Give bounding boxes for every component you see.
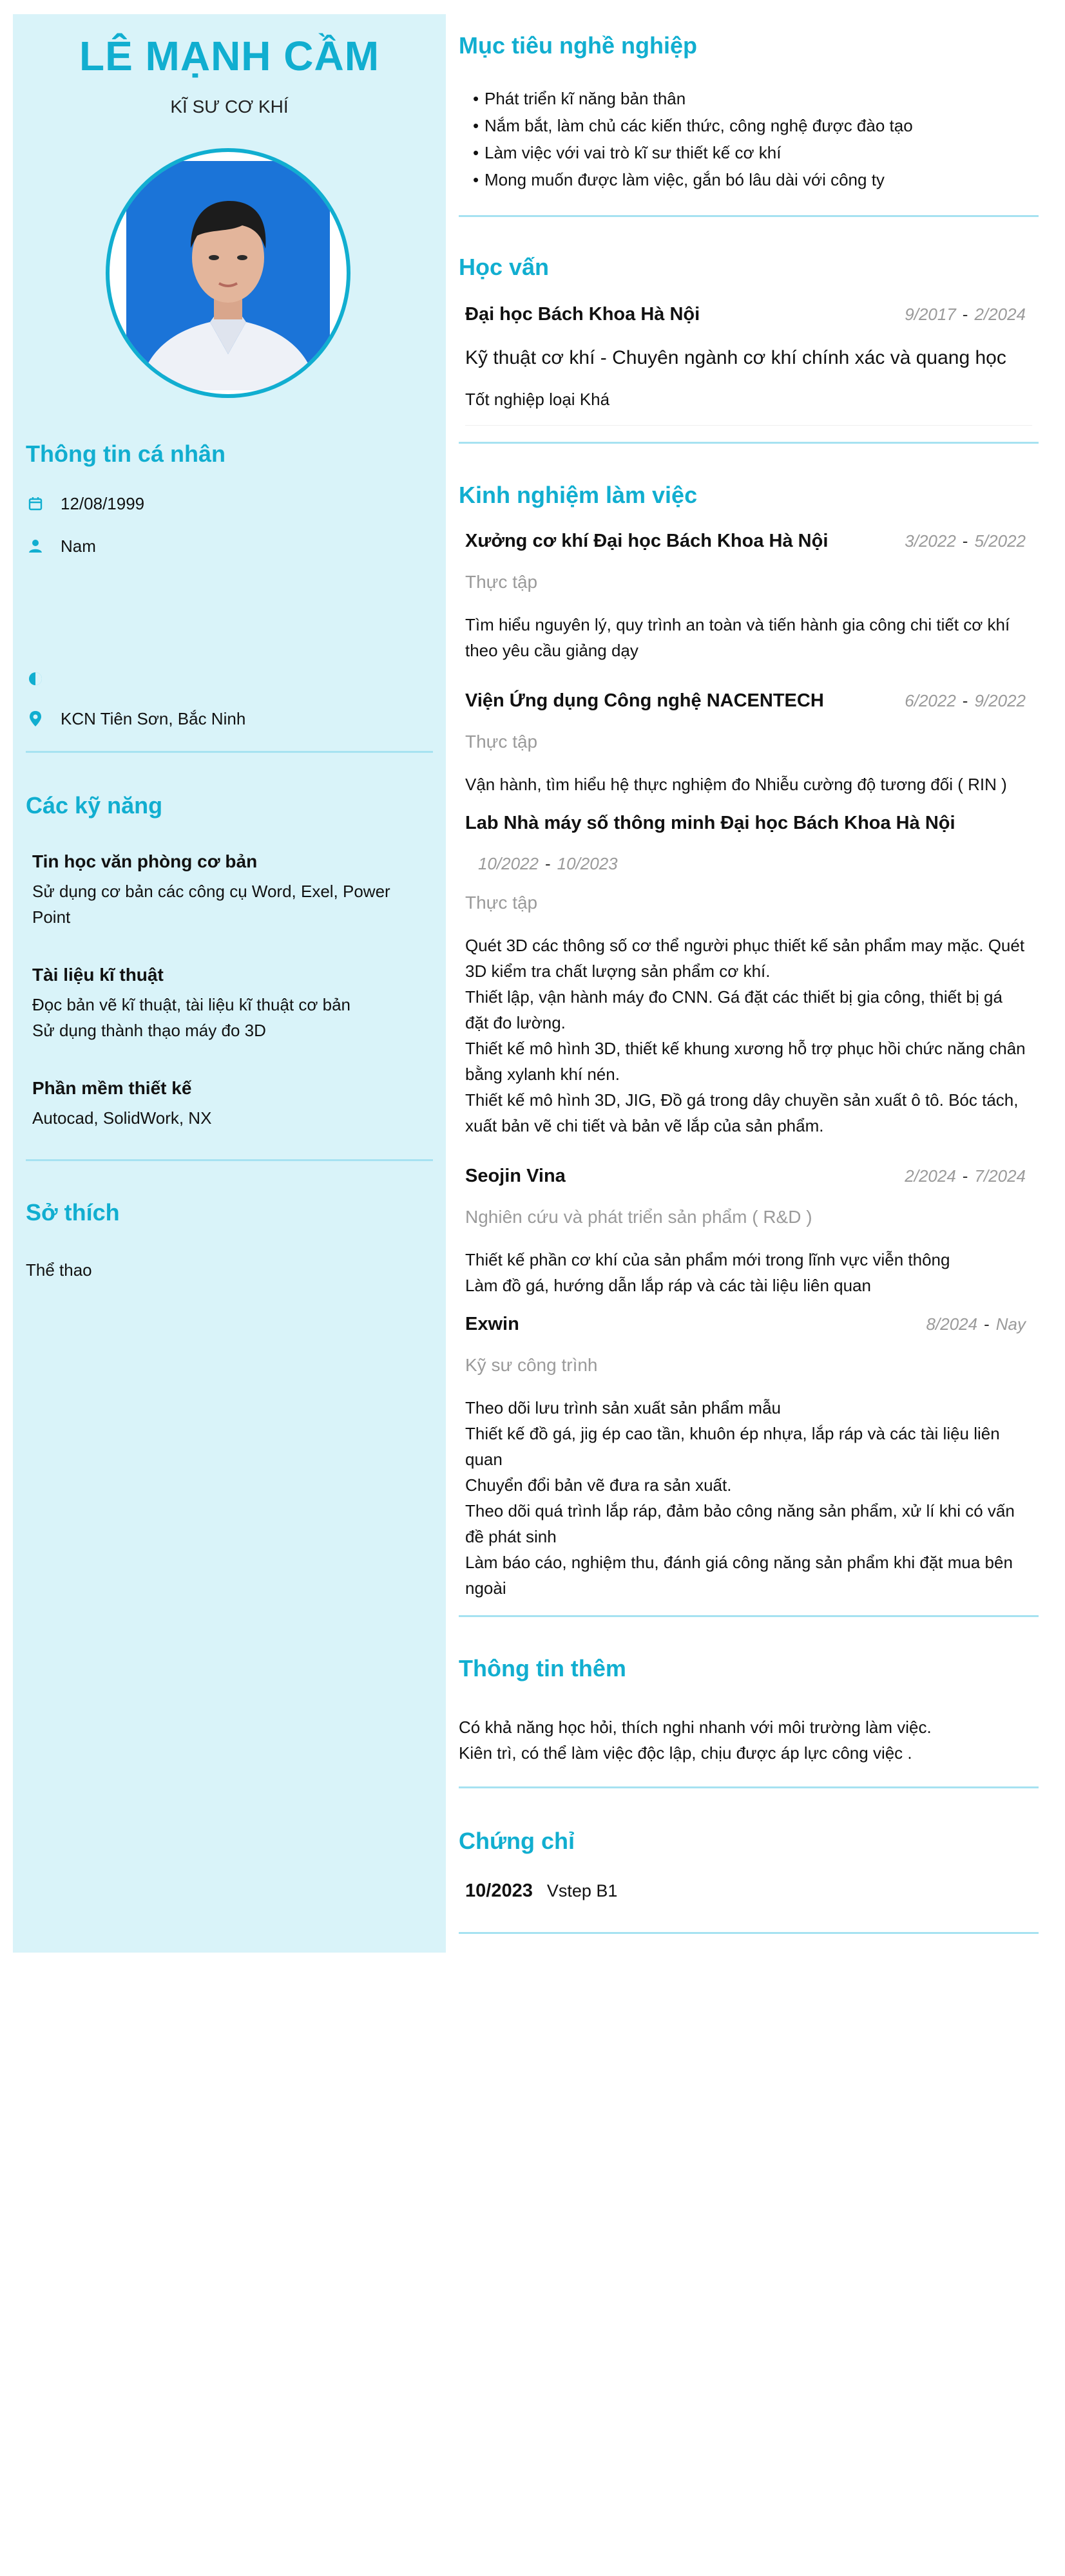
company-name: Seojin Vina bbox=[465, 1166, 566, 1186]
hobby-item: Thể thao bbox=[26, 1260, 92, 1280]
job-header bbox=[465, 1166, 1026, 1187]
job-role: Nghiên cứu và phát triển sản phẩm ( R&D ) bbox=[465, 1207, 812, 1227]
company-name: Xưởng cơ khí Đại học Bách Khoa Hà Nội bbox=[465, 531, 829, 551]
phone-icon bbox=[26, 669, 45, 688]
company-name: Exwin bbox=[465, 1314, 519, 1334]
address-value: KCN Tiên Sơn, Bắc Ninh bbox=[61, 708, 246, 728]
education-dates: 9/2017 - 2/2024 bbox=[905, 305, 1026, 324]
job-role: Thực tập bbox=[465, 572, 538, 592]
objective-item: • Làm việc với vai trò kĩ sư thiết kế cơ khí bbox=[473, 143, 782, 162]
profile-photo-frame bbox=[106, 148, 350, 398]
objective-item: • Nắm bắt, làm chủ các kiến thức, công nghệ được đào tạo bbox=[473, 116, 913, 135]
school-name: Đại học Bách Khoa Hà Nội bbox=[465, 304, 700, 325]
birthday-value: 12/08/1999 bbox=[61, 493, 145, 513]
skill-line: Sử dụng cơ bản các công cụ Word, Exel, Power bbox=[32, 882, 390, 901]
job-description: Vận hành, tìm hiểu hệ thực nghiệm đo Nhiễu cường độ tương đối ( RIN ) bbox=[465, 775, 1007, 794]
profile-photo bbox=[126, 161, 330, 390]
personal-info-heading: Thông tin cá nhân bbox=[26, 440, 225, 467]
job-role: Thực tập bbox=[465, 893, 538, 913]
skill-line: Đọc bản vẽ kĩ thuật, tài liệu kĩ thuật cơ bản bbox=[32, 995, 350, 1014]
education-major: Kỹ thuật cơ khí - Chuyên ngành cơ khí chính xác và quang học bbox=[465, 347, 1006, 368]
address-row bbox=[26, 706, 245, 732]
job-description: Quét 3D các thông số cơ thể người phục thiết kế sản phẩm may mặc. Quét 3D kiểm tra chất lượng sản phẩm cơ khí. Thiết lập, vận hành máy đo CNN. Gá đặt các thiết bị gia công, thiết bị gá đặt đo lường. Thiết kế mô hình 3D, thiết kế khung xương hỗ trợ phục hồi chức năng chân bằng xylanh khí nén. Thiết kế mô hình 3D, JIG, Đồ gá trong dây chuyền sản xuất ô tô. Bóc tách, xuất bản vẽ chi tiết và bản vẽ lắp của sản phẩm. bbox=[465, 936, 1026, 1135]
job-header bbox=[465, 813, 1026, 834]
job-description: Theo dõi lưu trình sản xuất sản phẩm mẫu Thiết kế đồ gá, jig ép cao tần, khuôn ép nhựa, lắp ráp và các tài liệu liên quan Chuyển đổi bản vẽ đưa ra sản xuất. Theo dõi quá trình lắp ráp, đảm bảo công năng sản phẩm, xử lí khi có vấn đề phát sinh Làm báo cáo, nghiệm thu, đánh giá công năng sản phẩm khi đặt mua bên ngoài bbox=[465, 1398, 1015, 1598]
skill-name: Phần mềm thiết kế bbox=[32, 1078, 192, 1098]
experience-heading: Kinh nghiệm làm việc bbox=[459, 482, 698, 508]
certificate-name: Vstep B1 bbox=[546, 1881, 618, 1900]
phone-row bbox=[26, 666, 61, 692]
certificates-heading: Chứng chỉ bbox=[459, 1828, 575, 1854]
skills-heading: Các kỹ năng bbox=[26, 792, 163, 819]
hobbies-heading: Sở thích bbox=[26, 1199, 120, 1226]
location-pin-icon bbox=[26, 709, 45, 728]
job-dates: 8/2024 - Nay bbox=[926, 1314, 1026, 1334]
skill-item bbox=[32, 851, 419, 930]
certificate-date: 10/2023 bbox=[465, 1880, 533, 1901]
section-divider bbox=[459, 1615, 1039, 1617]
person-icon bbox=[26, 536, 45, 556]
skill-description bbox=[32, 992, 419, 1043]
job-description: Thiết kế phần cơ khí của sản phẩm mới trong lĩnh vực viễn thông Làm đồ gá, hướng dẫn lắp ráp và các tài liệu liên quan bbox=[465, 1250, 950, 1295]
education-header bbox=[465, 304, 1026, 325]
sidebar-divider bbox=[26, 751, 433, 753]
entry-divider bbox=[465, 425, 1032, 426]
job-role: Thực tập bbox=[465, 732, 538, 752]
sidebar-divider bbox=[26, 1159, 433, 1161]
section-divider bbox=[459, 1786, 1039, 1788]
section-divider bbox=[459, 215, 1039, 217]
gender-row bbox=[26, 533, 96, 559]
company-name: Viện Ứng dụng Công nghệ NACENTECH bbox=[465, 690, 824, 711]
job-header bbox=[465, 531, 1026, 552]
additional-info-text: Có khả năng học hỏi, thích nghi nhanh với môi trường làm việc. Kiên trì, có thể làm việc độc lập, chịu được áp lực công việc . bbox=[459, 1718, 932, 1763]
job-title: KĨ SƯ CƠ KHÍ bbox=[170, 97, 289, 117]
education-grade: Tốt nghiệp loại Khá bbox=[465, 390, 610, 409]
objective-heading: Mục tiêu nghề nghiệp bbox=[459, 32, 697, 59]
job-dates: 6/2022 - 9/2022 bbox=[905, 691, 1026, 710]
job-dates: 2/2024 - 7/2024 bbox=[905, 1166, 1026, 1186]
skill-name: Tài liệu kĩ thuật bbox=[32, 965, 164, 985]
calendar-icon bbox=[26, 494, 45, 513]
job-dates-row bbox=[478, 854, 1039, 874]
candidate-name: LÊ MẠNH CẦM bbox=[79, 33, 380, 79]
objective-item: • Mong muốn được làm việc, gắn bó lâu dài với công ty bbox=[473, 170, 885, 189]
job-dates: 10/2022 - 10/2023 bbox=[478, 854, 618, 873]
job-dates: 3/2022 - 5/2022 bbox=[905, 531, 1026, 551]
section-divider bbox=[459, 1932, 1039, 1934]
job-header bbox=[465, 690, 1026, 712]
portrait-illustration bbox=[126, 161, 330, 390]
skill-description bbox=[32, 878, 419, 930]
skill-description bbox=[32, 1105, 419, 1131]
gender-value: Nam bbox=[61, 536, 96, 556]
skill-name: Tin học văn phòng cơ bản bbox=[32, 851, 258, 871]
skill-item bbox=[32, 1078, 419, 1131]
skill-line: Point bbox=[32, 907, 71, 927]
section-divider bbox=[459, 442, 1039, 444]
company-name: Lab Nhà máy số thông minh Đại học Bách Khoa Hà Nội bbox=[465, 813, 955, 833]
additional-info-heading: Thông tin thêm bbox=[459, 1655, 626, 1681]
education-heading: Học vấn bbox=[459, 254, 550, 280]
sidebar bbox=[13, 14, 446, 1953]
certificate-item bbox=[465, 1880, 1026, 1902]
skill-item bbox=[32, 965, 419, 1043]
skill-line: Sử dụng thành thạo máy đo 3D bbox=[32, 1021, 266, 1040]
job-description: Tìm hiểu nguyên lý, quy trình an toàn và tiến hành gia công chi tiết cơ khí theo yêu cầu giảng dạy bbox=[465, 615, 1010, 660]
job-header bbox=[465, 1314, 1026, 1335]
job-role: Kỹ sư công trình bbox=[465, 1355, 598, 1375]
objective-list bbox=[473, 85, 913, 193]
skill-line: Autocad, SolidWork, NX bbox=[32, 1108, 212, 1128]
objective-item: • Phát triển kĩ năng bản thân bbox=[473, 89, 686, 108]
birthday-row bbox=[26, 491, 144, 516]
